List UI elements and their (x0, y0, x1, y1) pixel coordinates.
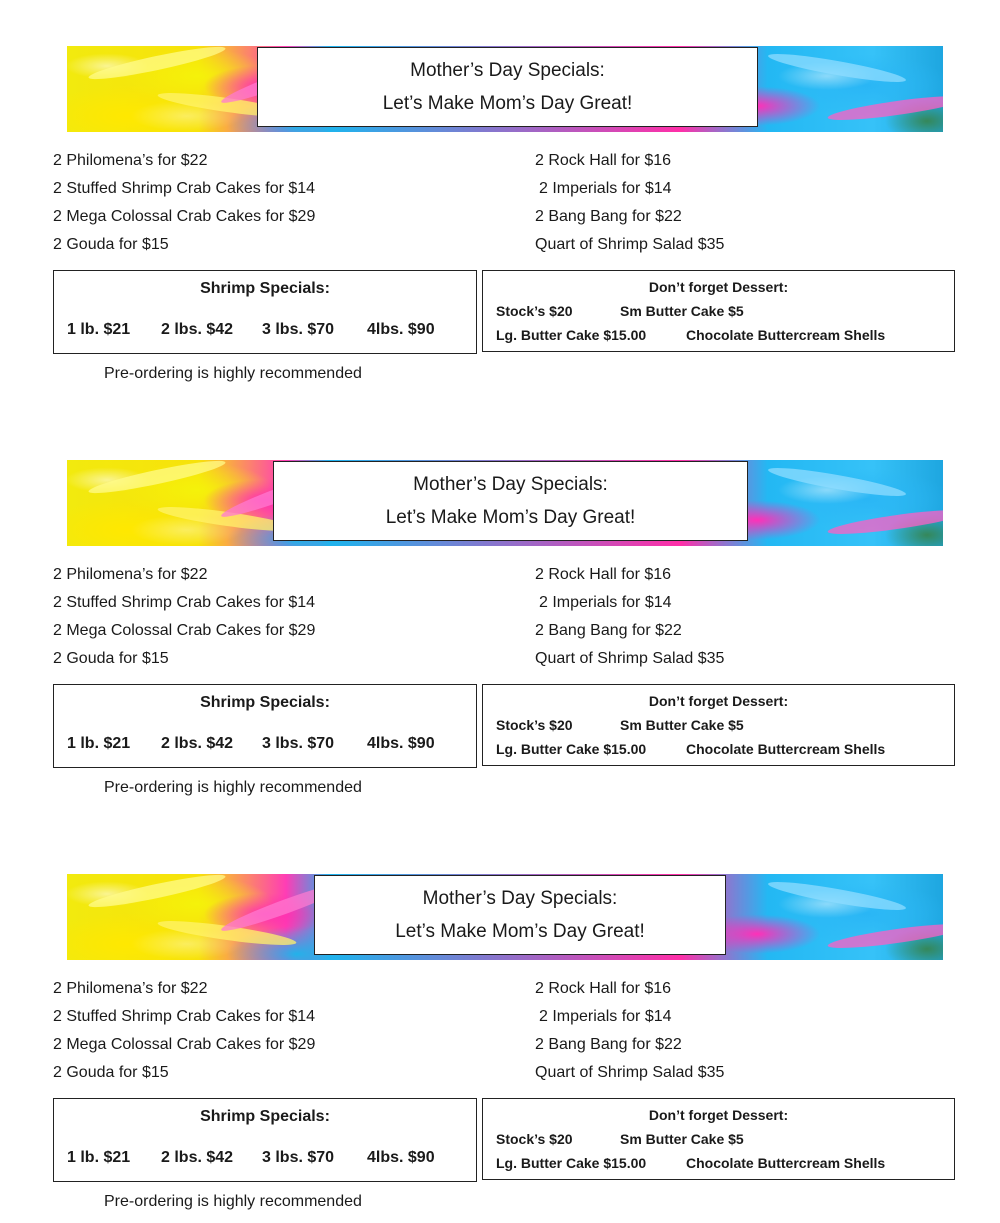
shrimp-price: 2 lbs. $42 (161, 1149, 234, 1166)
left-item: 2 Mega Colossal Crab Cakes for $29 (53, 1036, 316, 1053)
dessert-title: Don’t forget Dessert: (648, 693, 789, 709)
dessert-title: Don’t forget Dessert: (648, 279, 789, 295)
dessert-item: Chocolate Buttercream Shells (686, 327, 886, 343)
left-item: 2 Gouda for $15 (53, 236, 169, 253)
banner-title-box (314, 875, 726, 955)
dessert-item: Lg. Butter Cake $15.00 (496, 741, 647, 757)
right-item: 2 Bang Bang for $22 (535, 208, 682, 225)
right-item: 2 Bang Bang for $22 (535, 1036, 682, 1053)
right-item: 2 Rock Hall for $16 (535, 980, 672, 997)
shrimp-price: 1 lb. $21 (67, 1149, 131, 1166)
flyer (0, 874, 1000, 1223)
right-item: Quart of Shrimp Salad $35 (535, 236, 725, 253)
pre-order-note: Pre-ordering is highly recommended (104, 365, 362, 382)
right-item: 2 Imperials for $14 (539, 180, 672, 197)
shrimp-price: 4lbs. $90 (367, 321, 435, 338)
right-item: 2 Rock Hall for $16 (535, 152, 672, 169)
left-item: 2 Philomena’s for $22 (53, 980, 208, 997)
right-item: 2 Rock Hall for $16 (535, 566, 672, 583)
left-item: 2 Philomena’s for $22 (53, 566, 208, 583)
banner-title-line2: Let’s Make Mom’s Day Great! (395, 921, 645, 942)
right-item: 2 Imperials for $14 (539, 594, 672, 611)
dessert-box (482, 684, 955, 766)
shrimp-price: 4lbs. $90 (367, 1149, 435, 1166)
left-item: 2 Gouda for $15 (53, 650, 169, 667)
dessert-item: Sm Butter Cake $5 (620, 1131, 744, 1147)
right-item: 2 Bang Bang for $22 (535, 622, 682, 639)
flyer (0, 46, 1000, 406)
shrimp-specials-title: Shrimp Specials: (200, 1108, 330, 1125)
shrimp-specials-title: Shrimp Specials: (200, 694, 330, 711)
shrimp-price: 1 lb. $21 (67, 735, 131, 752)
dessert-item: Stock’s $20 (496, 1131, 573, 1147)
banner-title-box (257, 47, 758, 127)
banner-title-line2: Let’s Make Mom’s Day Great! (382, 93, 633, 114)
banner-title-line1: Mother’s Day Specials: (410, 60, 605, 81)
right-item: 2 Imperials for $14 (539, 1008, 672, 1025)
shrimp-price: 2 lbs. $42 (161, 321, 234, 338)
dessert-item: Stock’s $20 (496, 717, 573, 733)
flower-banner-image (67, 874, 943, 960)
left-item: 2 Philomena’s for $22 (53, 152, 208, 169)
shrimp-specials-box (53, 684, 477, 768)
dessert-item: Chocolate Buttercream Shells (686, 1155, 886, 1171)
pre-order-note: Pre-ordering is highly recommended (104, 1193, 362, 1210)
banner-title-line2: Let’s Make Mom’s Day Great! (385, 507, 636, 528)
shrimp-specials-box (53, 1098, 477, 1182)
left-item: 2 Stuffed Shrimp Crab Cakes for $14 (53, 1008, 316, 1025)
dessert-item: Lg. Butter Cake $15.00 (496, 327, 647, 343)
flyer (0, 460, 1000, 820)
shrimp-price: 3 lbs. $70 (262, 735, 335, 752)
shrimp-price: 1 lb. $21 (67, 321, 131, 338)
dessert-title: Don’t forget Dessert: (648, 1107, 789, 1123)
dessert-item: Lg. Butter Cake $15.00 (496, 1155, 647, 1171)
shrimp-specials-title: Shrimp Specials: (200, 280, 330, 297)
right-item: Quart of Shrimp Salad $35 (535, 1064, 725, 1081)
shrimp-price: 3 lbs. $70 (262, 1149, 335, 1166)
dessert-item: Sm Butter Cake $5 (620, 303, 744, 319)
shrimp-specials-box (53, 270, 477, 354)
left-item: 2 Stuffed Shrimp Crab Cakes for $14 (53, 180, 316, 197)
pre-order-note: Pre-ordering is highly recommended (104, 779, 362, 796)
banner-title-line1: Mother’s Day Specials: (413, 474, 608, 495)
left-item: 2 Mega Colossal Crab Cakes for $29 (53, 622, 316, 639)
shrimp-price: 3 lbs. $70 (262, 321, 335, 338)
dessert-item: Sm Butter Cake $5 (620, 717, 744, 733)
dessert-item: Chocolate Buttercream Shells (686, 741, 886, 757)
dessert-item: Stock’s $20 (496, 303, 573, 319)
right-item: Quart of Shrimp Salad $35 (535, 650, 725, 667)
shrimp-price: 4lbs. $90 (367, 735, 435, 752)
left-item: 2 Stuffed Shrimp Crab Cakes for $14 (53, 594, 316, 611)
shrimp-price: 2 lbs. $42 (161, 735, 234, 752)
banner-title-line1: Mother’s Day Specials: (422, 888, 618, 909)
left-item: 2 Mega Colossal Crab Cakes for $29 (53, 208, 316, 225)
banner-title-box (273, 461, 748, 541)
dessert-box (482, 1098, 955, 1180)
flower-banner-image (67, 46, 943, 132)
left-item: 2 Gouda for $15 (53, 1064, 169, 1081)
flower-banner-image (67, 460, 943, 546)
dessert-box (482, 270, 955, 352)
